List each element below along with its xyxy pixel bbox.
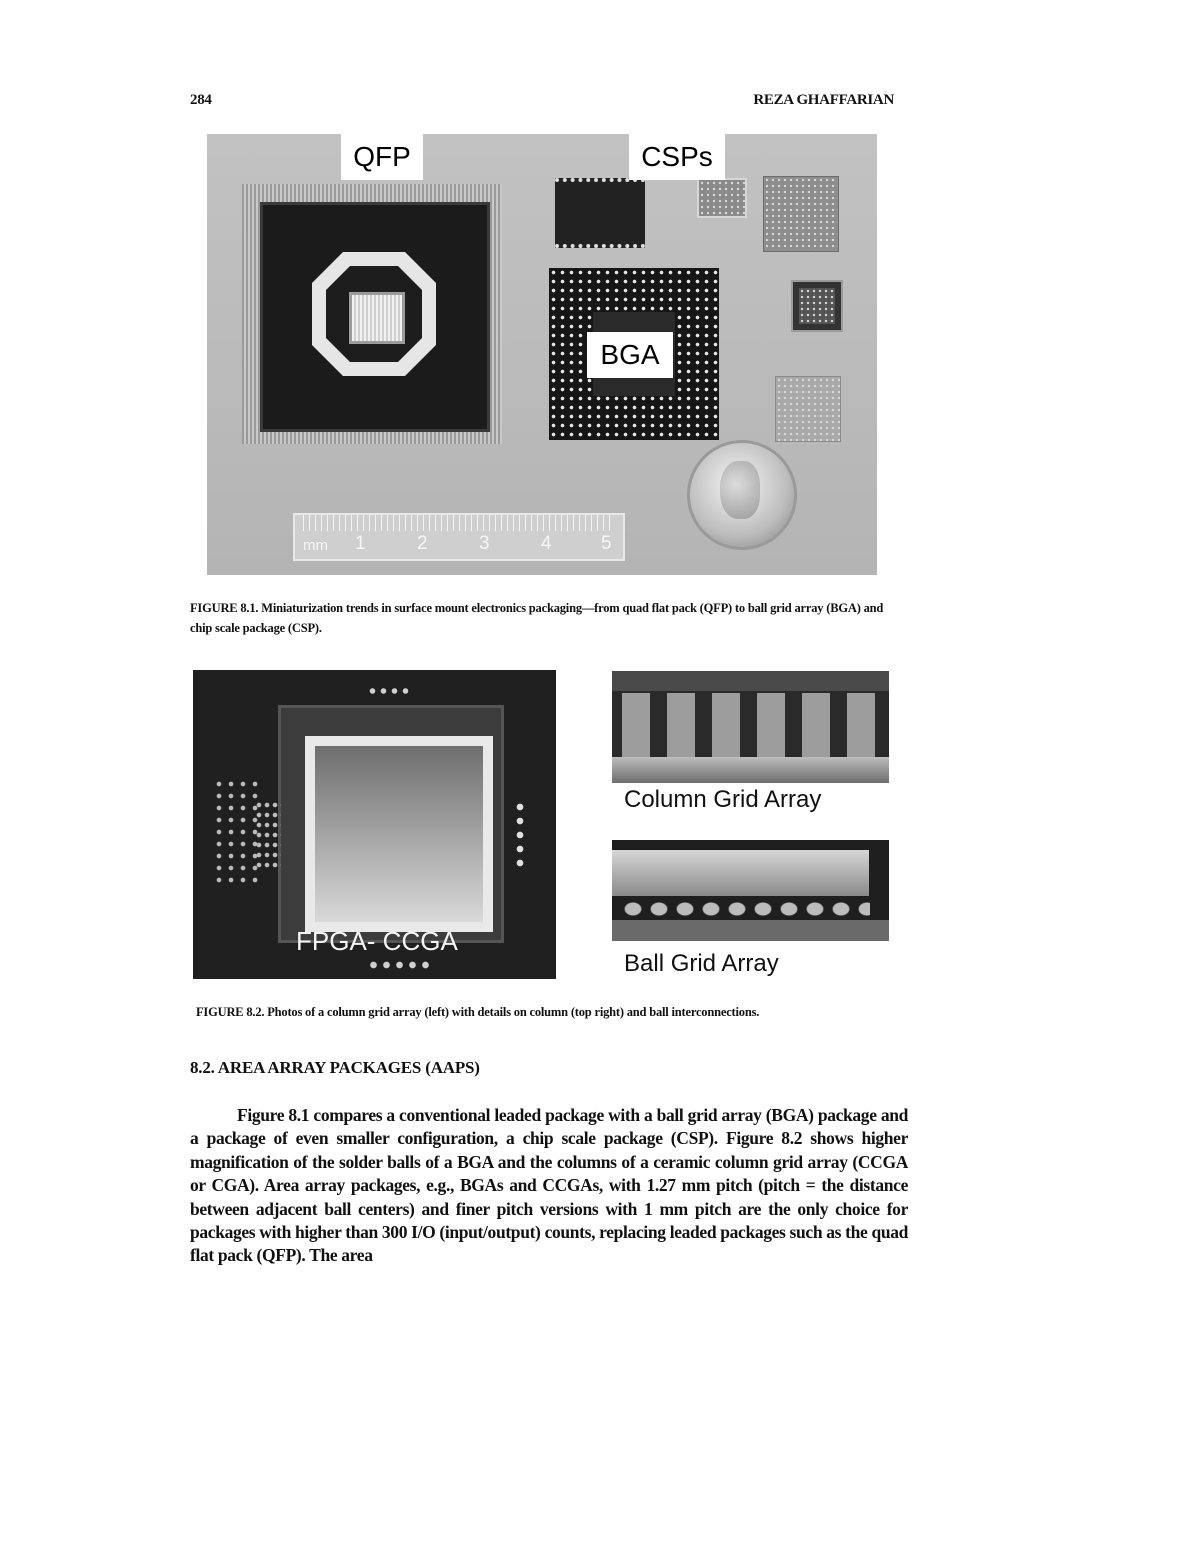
ball-grid-array-photo	[612, 840, 889, 941]
figure-1-caption: FIGURE 8.1. Miniaturization trends in surface mount electronics packaging—from quad flat pack (QFP) to ball grid array (BGA) and chip scale package (CSP).	[190, 601, 884, 635]
column-grid-array-photo	[612, 671, 889, 783]
csp-dark-package	[791, 280, 843, 332]
ruler-tick-1: 1	[355, 533, 366, 554]
body-paragraph: Figure 8.1 compares a conventional leaded package with a ball grid array (BGA) package and a package of even smaller configuration, a chip scale package (CSP). Figure 8.2 shows higher magnification of the solder balls of a BGA and the columns of a ceramic column grid array (CCGA or CGA). Area array packages, e.g., BGAs and CCGAs, with 1.27 mm pitch (pitch = the distance between adjacent ball centers) and finer pitch versions with 1 mm pitch are the only choice for packages with higher than 300 I/O (input/output) counts, replacing leaded packages such as the quad flat pack (QFP). The area	[190, 1105, 908, 1266]
figure-2-caption: FIGURE 8.2. Photos of a column grid array (left) with details on column (top right) and ball interconnections.	[196, 1005, 760, 1019]
csp-grid-package	[763, 176, 839, 252]
ruler	[293, 513, 625, 561]
ball-grid-array-label: Ball Grid Array	[624, 950, 779, 977]
page-number: 284	[190, 92, 212, 108]
csps-label: CSPs	[629, 134, 725, 180]
section-heading: 8.2. AREA ARRAY PACKAGES (AAPS)	[190, 1058, 480, 1077]
bga-label: BGA	[587, 332, 673, 378]
ruler-tick-4: 4	[541, 533, 552, 554]
qfp-package	[242, 184, 502, 444]
column-grid-array-label: Column Grid Array	[624, 786, 822, 813]
fpga-ccga-label: FPGA- CCGA	[296, 926, 458, 956]
figure-1-photo	[207, 134, 877, 575]
running-head: REZA GHAFFARIAN	[753, 92, 894, 108]
ruler-tick-2: 2	[417, 533, 428, 554]
csp-tsop-package	[555, 178, 645, 248]
qfp-label: QFP	[341, 134, 423, 180]
csp-small-package	[697, 178, 747, 218]
ruler-unit-label: mm	[303, 537, 328, 554]
ruler-tick-5: 5	[601, 533, 612, 554]
csp-light-package	[775, 376, 841, 442]
body-text	[190, 1104, 908, 1268]
figure-2-ccga-photo	[193, 670, 556, 979]
ruler-tick-3: 3	[479, 533, 490, 554]
dime-coin	[687, 440, 797, 550]
